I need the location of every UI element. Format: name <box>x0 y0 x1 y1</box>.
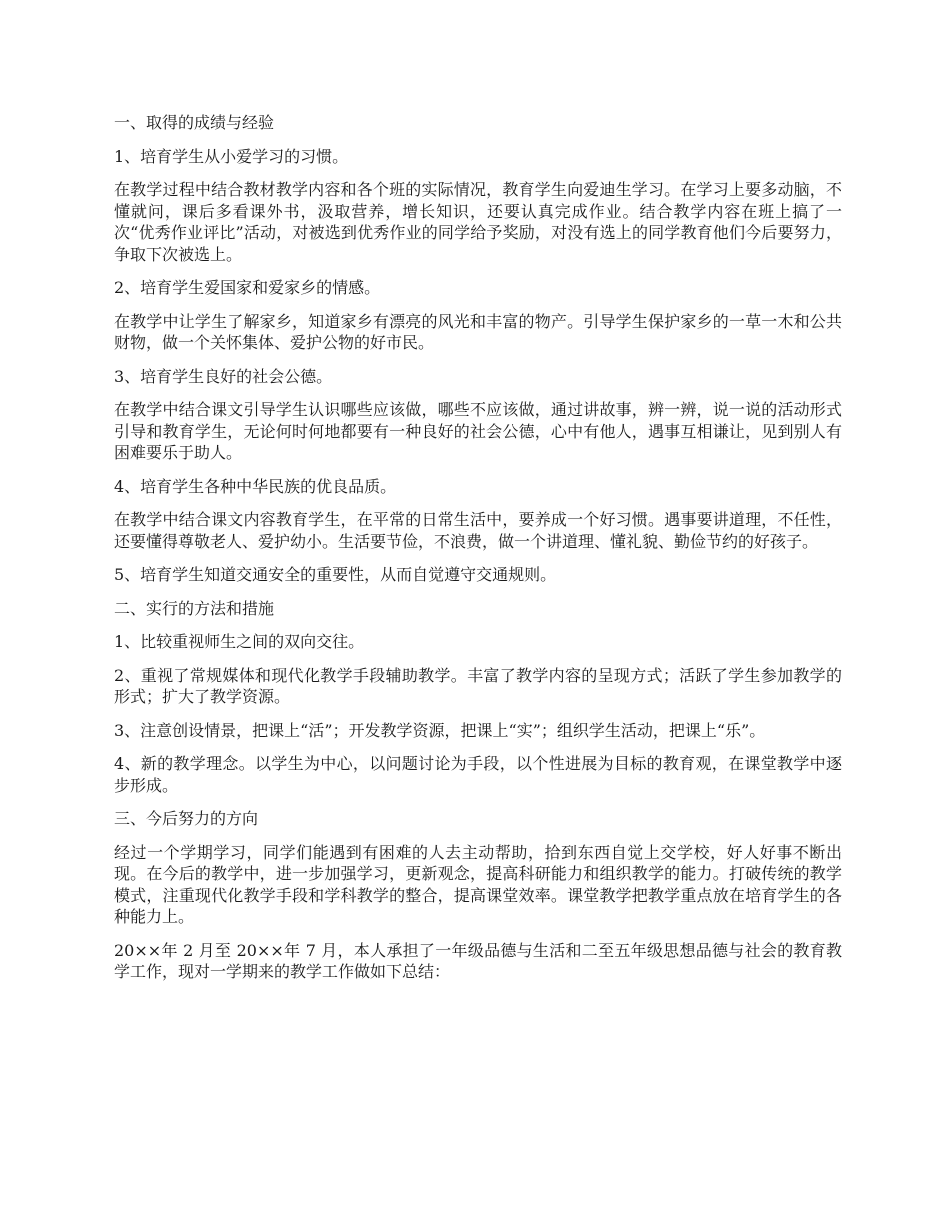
body-paragraph: 经过一个学期学习，同学们能遇到有困难的人去主动帮助，拾到东西自觉上交学校，好人好事不断出现。在今后的教学中，进一步加强学习，更新观念，提高科研能力和组织教学的能力。打破传统的教学模式，注重现代化教学手段和学科教学的整合，提高课堂效率。课堂教学把教学重点放在培育学生的各种能力上。 <box>114 842 842 926</box>
summary-paragraph: 20××年 2 月至 20××年 7 月，本人承担了一年级品德与生活和二至五年级思想品德与社会的教育教学工作，现对一学期来的教学工作做如下总结： <box>114 940 842 981</box>
item-heading-1: 1、培育学生从小爱学习的习惯。 <box>114 146 349 166</box>
document-page <box>114 112 842 995</box>
body-paragraph: 在教学过程中结合教材教学内容和各个班的实际情况，教育学生向爱迪生学习。在学习上要多动脑，不懂就问，课后多看课外书，汲取营养，增长知识，还要认真完成作业。结合教学内容在班上搞了一次“优秀作业评比”活动，对被选到优秀作业的同学给予奖励，对没有选上的同学教育他们今后要努力，争取下次被选上。 <box>114 180 842 264</box>
item-heading-3: 3、培育学生良好的社会公德。 <box>114 366 333 386</box>
item-heading-5: 5、培育学生知道交通安全的重要性，从而自觉遵守交通规则。 <box>114 565 557 584</box>
method-item-1: 1、比较重视师生之间的双向交往。 <box>114 632 365 651</box>
method-item-3: 3、注意创设情景，把课上“活”；开发教学资源，把课上“实”；组织学生活动，把课上“乐”。 <box>114 720 766 740</box>
body-paragraph: 在教学中结合课文引导学生认识哪些应该做，哪些不应该做，通过讲故事，辨一辨，说一说的活动形式引导和教育学生，无论何时何地都要有一种良好的社会公德，心中有他人，遇事互相谦让，见到别人有困难要乐于助人。 <box>114 400 842 462</box>
section-heading-methods: 二、实行的方法和措施 <box>114 598 275 618</box>
item-heading-4: 4、培育学生各种中华民族的优良品质。 <box>114 476 397 496</box>
method-item-4: 4、新的教学理念。以学生为中心，以问题讨论为手段，以个性进展为目标的教育观，在课堂教学中逐步形成。 <box>114 754 842 795</box>
item-heading-2: 2、培育学生爱国家和爱家乡的情感。 <box>114 278 381 297</box>
body-paragraph: 在教学中结合课文内容教育学生，在平常的日常生活中，要养成一个好习惯。遇事要讲道理，不任性，还要懂得尊敬老人、爱护幼小。生活要节俭，不浪费，做一个讲道理、懂礼貌、勤俭节约的好孩子。 <box>114 510 842 551</box>
section-heading-future: 三、今后努力的方向 <box>114 809 259 828</box>
method-item-2: 2、重视了常规媒体和现代化教学手段辅助教学。丰富了教学内容的呈现方式；活跃了学生参加教学的形式；扩大了教学资源。 <box>114 665 842 706</box>
section-heading-achievements: 一、取得的成绩与经验 <box>114 113 275 132</box>
body-paragraph: 在教学中让学生了解家乡，知道家乡有漂亮的风光和丰富的物产。引导学生保护家乡的一草一木和公共财物，做一个关怀集体、爱护公物的好市民。 <box>114 311 842 352</box>
